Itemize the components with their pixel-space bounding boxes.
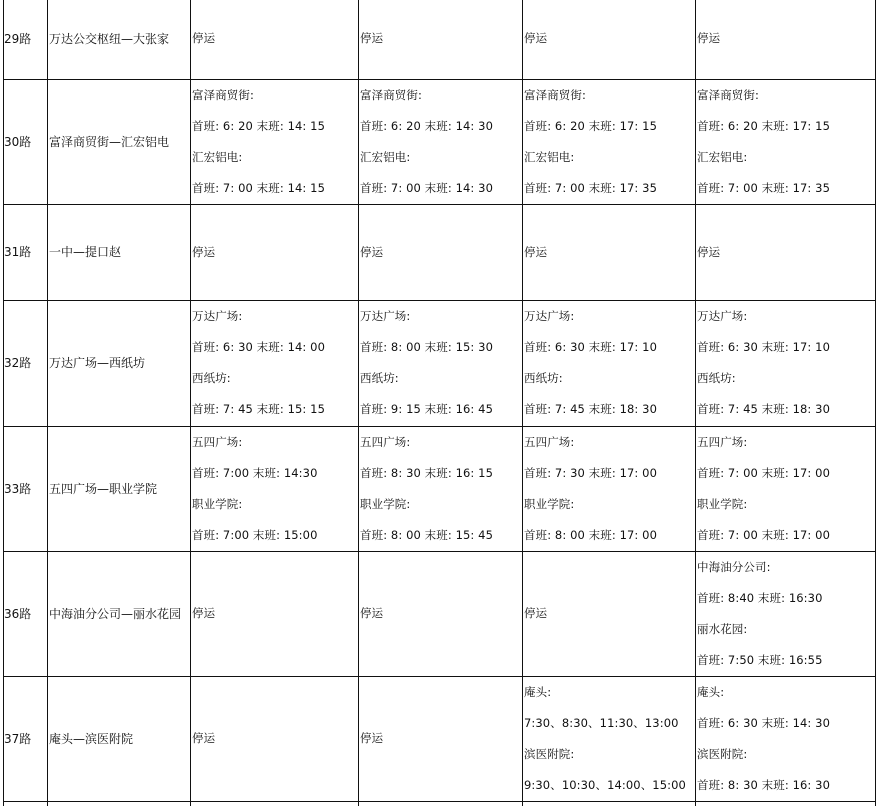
schedule-line: 停运 bbox=[192, 31, 216, 45]
table-column-divider bbox=[190, 0, 191, 806]
route-name: 一中—提口赵 bbox=[49, 245, 122, 259]
schedule-line: 首班: 6: 20 末班: 14: 30 bbox=[360, 119, 493, 133]
schedule-cell bbox=[697, 23, 874, 54]
schedule-line: 滨医附院: bbox=[697, 747, 748, 761]
schedule-line: 停运 bbox=[360, 731, 384, 745]
schedule-cell bbox=[697, 301, 874, 425]
schedule-line: 停运 bbox=[697, 245, 721, 259]
schedule-cell bbox=[697, 552, 874, 676]
schedule-line: 首班: 8: 30 末班: 16: 30 bbox=[697, 778, 830, 792]
schedule-line: 首班: 6: 30 末班: 17: 10 bbox=[524, 340, 657, 354]
schedule-line: 职业学院: bbox=[192, 497, 243, 511]
route-number: 36路 bbox=[4, 606, 32, 621]
schedule-line: 富泽商贸街: bbox=[524, 88, 586, 102]
schedule-cell bbox=[697, 80, 874, 204]
schedule-line: 职业学院: bbox=[697, 497, 748, 511]
schedule-line: 首班: 7: 00 末班: 17: 35 bbox=[524, 181, 657, 195]
schedule-line: 汇宏铝电: bbox=[360, 150, 411, 164]
schedule-line: 首班: 7: 45 末班: 18: 30 bbox=[524, 402, 657, 416]
schedule-line: 首班: 7:50 末班: 16:55 bbox=[697, 653, 823, 667]
schedule-cell bbox=[524, 598, 694, 629]
route-name: 万达广场—西纸坊 bbox=[49, 356, 146, 370]
route-name: 万达公交枢纽—大张家 bbox=[49, 31, 170, 46]
schedule-line: 西纸坊: bbox=[697, 371, 736, 385]
schedule-cell bbox=[360, 237, 521, 268]
schedule-line: 丽水花园: bbox=[697, 622, 748, 636]
schedule-line: 首班: 7: 45 末班: 18: 30 bbox=[697, 402, 830, 416]
schedule-line: 首班: 7: 00 末班: 14: 15 bbox=[192, 181, 325, 195]
schedule-line: 首班: 7: 00 末班: 17: 00 bbox=[697, 528, 830, 542]
schedule-line: 首班: 6: 30 末班: 14: 00 bbox=[192, 340, 325, 354]
schedule-line: 首班: 6: 20 末班: 17: 15 bbox=[697, 119, 830, 133]
schedule-line: 首班: 7: 00 末班: 17: 00 bbox=[697, 466, 830, 480]
schedule-line: 富泽商贸街: bbox=[360, 88, 422, 102]
table-column-divider bbox=[875, 0, 876, 806]
schedule-line: 职业学院: bbox=[524, 497, 575, 511]
schedule-line: 庵头: bbox=[697, 685, 725, 699]
schedule-cell bbox=[524, 237, 694, 268]
schedule-line: 首班: 7:00 末班: 15:00 bbox=[192, 528, 318, 542]
route-number: 31路 bbox=[4, 245, 32, 259]
schedule-line: 富泽商贸街: bbox=[697, 88, 759, 102]
schedule-line: 首班: 8:40 末班: 16:30 bbox=[697, 591, 823, 605]
schedule-line: 职业学院: bbox=[360, 497, 411, 511]
route-number: 33路 bbox=[4, 481, 32, 496]
schedule-cell bbox=[192, 723, 357, 754]
schedule-line: 首班: 6: 30 末班: 14: 30 bbox=[697, 716, 830, 730]
route-number: 37路 bbox=[4, 731, 32, 746]
route-number: 29路 bbox=[4, 31, 32, 46]
route-number: 30路 bbox=[4, 134, 32, 149]
schedule-line: 首班: 7:00 末班: 14:30 bbox=[192, 466, 318, 480]
schedule-line: 首班: 7: 45 末班: 15: 15 bbox=[192, 402, 325, 416]
route-name: 中海油分公司—丽水花园 bbox=[49, 606, 182, 621]
schedule-line: 首班: 6: 20 末班: 14: 15 bbox=[192, 119, 325, 133]
table-column-divider bbox=[3, 0, 4, 806]
schedule-cell bbox=[360, 427, 521, 551]
schedule-cell bbox=[360, 80, 521, 204]
schedule-line: 首班: 7: 30 末班: 17: 00 bbox=[524, 466, 657, 480]
schedule-line: 五四广场: bbox=[524, 435, 575, 449]
schedule-cell bbox=[524, 80, 694, 204]
schedule-cell bbox=[697, 427, 874, 551]
schedule-cell bbox=[697, 677, 874, 801]
schedule-line: 停运 bbox=[524, 245, 548, 259]
schedule-line: 停运 bbox=[524, 31, 548, 45]
schedule-line: 首班: 6: 30 末班: 17: 10 bbox=[697, 340, 830, 354]
schedule-cell bbox=[360, 301, 521, 425]
table-column-divider bbox=[522, 0, 523, 806]
schedule-cell bbox=[192, 301, 357, 425]
schedule-line: 停运 bbox=[524, 606, 548, 620]
schedule-line: 停运 bbox=[192, 606, 216, 620]
schedule-cell bbox=[524, 23, 694, 54]
route-name: 五四广场—职业学院 bbox=[49, 481, 158, 496]
schedule-line: 滨医附院: bbox=[524, 747, 575, 761]
schedule-line: 五四广场: bbox=[697, 435, 748, 449]
schedule-cell bbox=[697, 237, 874, 268]
schedule-line: 西纸坊: bbox=[360, 371, 399, 385]
schedule-line: 汇宏铝电: bbox=[697, 150, 748, 164]
schedule-line: 首班: 8: 00 末班: 15: 45 bbox=[360, 528, 493, 542]
schedule-line: 停运 bbox=[360, 31, 384, 45]
route-name: 庵头—滨医附院 bbox=[49, 731, 134, 746]
schedule-line: 万达广场: bbox=[360, 309, 411, 323]
schedule-cell bbox=[360, 723, 521, 754]
schedule-cell bbox=[192, 23, 357, 54]
table-column-divider bbox=[695, 0, 696, 806]
schedule-line: 9:30、10:30、14:00、15:00 bbox=[524, 778, 686, 792]
route-number: 32路 bbox=[4, 356, 32, 370]
schedule-line: 首班: 6: 20 末班: 17: 15 bbox=[524, 119, 657, 133]
schedule-line: 富泽商贸街: bbox=[192, 88, 254, 102]
schedule-line: 汇宏铝电: bbox=[524, 150, 575, 164]
schedule-line: 庵头: bbox=[524, 685, 552, 699]
schedule-cell bbox=[524, 677, 694, 801]
schedule-line: 五四广场: bbox=[360, 435, 411, 449]
schedule-line: 首班: 7: 00 末班: 17: 35 bbox=[697, 181, 830, 195]
schedule-line: 首班: 8: 30 末班: 16: 15 bbox=[360, 466, 493, 480]
schedule-line: 首班: 9: 15 末班: 16: 45 bbox=[360, 402, 493, 416]
table-column-divider bbox=[47, 0, 48, 806]
schedule-cell bbox=[524, 301, 694, 425]
schedule-line: 汇宏铝电: bbox=[192, 150, 243, 164]
route-name: 富泽商贸街—汇宏铝电 bbox=[49, 134, 170, 149]
schedule-cell bbox=[524, 427, 694, 551]
schedule-cell bbox=[192, 80, 357, 204]
schedule-line: 首班: 8: 00 末班: 15: 30 bbox=[360, 340, 493, 354]
schedule-line: 西纸坊: bbox=[192, 371, 231, 385]
schedule-line: 万达广场: bbox=[697, 309, 748, 323]
schedule-line: 停运 bbox=[697, 31, 721, 45]
schedule-line: 停运 bbox=[192, 731, 216, 745]
schedule-line: 万达广场: bbox=[524, 309, 575, 323]
schedule-line: 五四广场: bbox=[192, 435, 243, 449]
schedule-cell bbox=[192, 598, 357, 629]
schedule-line: 首班: 8: 00 末班: 17: 00 bbox=[524, 528, 657, 542]
schedule-line: 停运 bbox=[360, 245, 384, 259]
table-row-divider bbox=[3, 204, 876, 205]
schedule-cell bbox=[360, 598, 521, 629]
schedule-line: 7:30、8:30、11:30、13:00 bbox=[524, 716, 679, 730]
schedule-line: 首班: 7: 00 末班: 14: 30 bbox=[360, 181, 493, 195]
schedule-line: 中海油分公司: bbox=[697, 560, 771, 574]
schedule-line: 停运 bbox=[360, 606, 384, 620]
schedule-cell bbox=[192, 427, 357, 551]
schedule-cell bbox=[192, 237, 357, 268]
table-row-divider bbox=[3, 801, 876, 802]
schedule-line: 万达广场: bbox=[192, 309, 243, 323]
table-column-divider bbox=[358, 0, 359, 806]
schedule-line: 停运 bbox=[192, 245, 216, 259]
schedule-cell bbox=[360, 23, 521, 54]
schedule-line: 西纸坊: bbox=[524, 371, 563, 385]
